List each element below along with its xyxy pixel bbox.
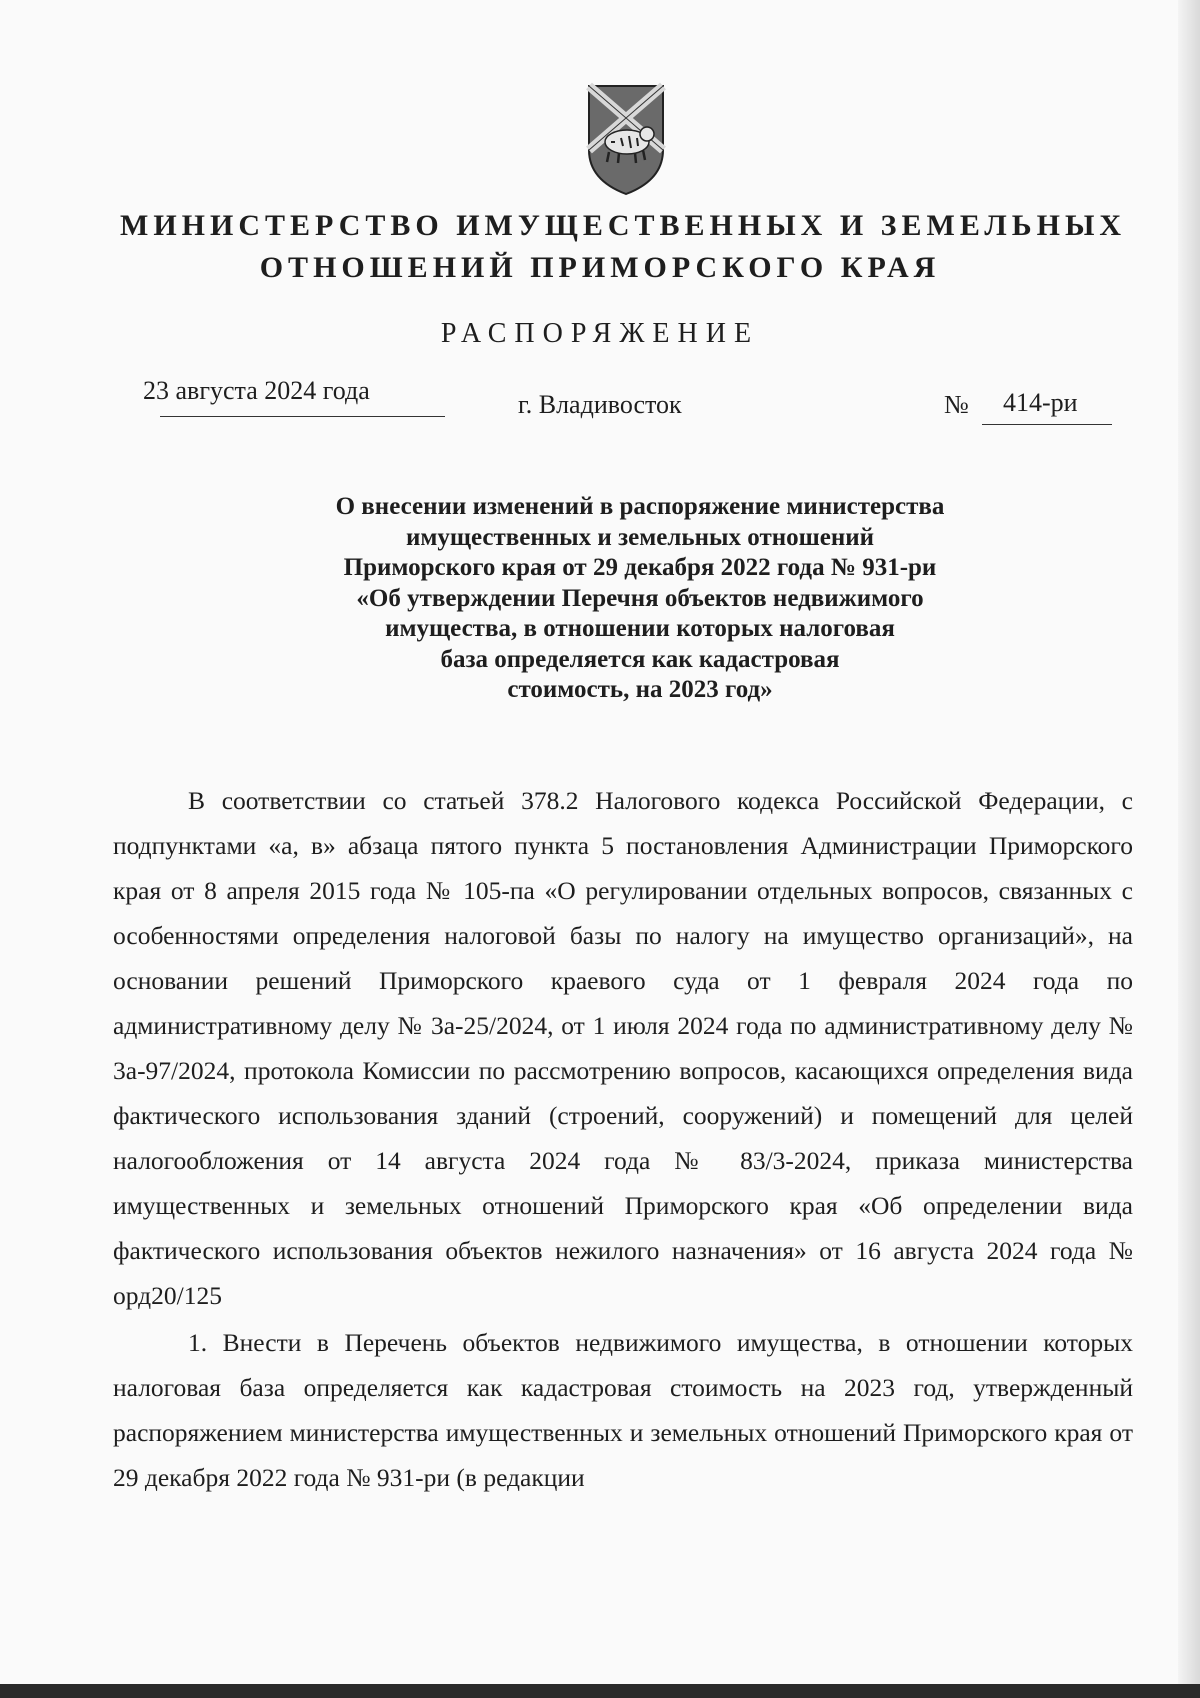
title-line: О внесении изменений в распоряжение министерства bbox=[335, 493, 945, 520]
document-date: 23 августа 2024 года bbox=[143, 376, 370, 405]
title-line: база определяется как кадастровая bbox=[440, 645, 840, 673]
number-label: № bbox=[944, 390, 969, 419]
document-number: 414-ри bbox=[1003, 388, 1078, 417]
document-type: РАСПОРЯЖЕНИЕ bbox=[440, 318, 760, 349]
title-line: стоимость, на 2023 год» bbox=[507, 676, 773, 703]
coat-of-arms-icon bbox=[581, 80, 671, 200]
document-city: г. Владивосток bbox=[518, 390, 682, 419]
number-underline bbox=[982, 424, 1112, 425]
document-body bbox=[113, 778, 1133, 1502]
title-line: имущественных и земельных отношений bbox=[405, 523, 875, 551]
document-title bbox=[200, 492, 1080, 706]
ministry-line-1: МИНИСТЕРСТВО ИМУЩЕСТВЕННЫХ И ЗЕМЕЛЬНЫХ bbox=[120, 209, 1127, 242]
title-line: Приморского края от 29 декабря 2022 года № 931-ри bbox=[343, 554, 937, 581]
ministry-name bbox=[120, 205, 1127, 289]
title-line: имущества, в отношении которых налоговая bbox=[385, 615, 895, 642]
body-paragraph: 1. Внести в Перечень объектов недвижимого имущества, в отношении которых налоговая база определяется как кадастровая стоимость на 2023 год, утвержденный распоряжением министерства имущественных и земельных отношений Приморского края от 29 декабря 2022 года № 931-ри (в редакции bbox=[113, 1328, 1133, 1492]
scan-bottom-border bbox=[0, 1684, 1200, 1698]
body-paragraph: В соответствии со статьей 378.2 Налогового кодекса Российской Федерации, с подпунктами «а, в» абзаца пятого пункта 5 постановления Администрации Приморского края от 8 апреля 2015 года № 105-па «О регулировании отдельных вопросов, связанных с особенностями определения налоговой базы по налогу на имущество организаций», на основании решений Приморского краевого суда от 1 февраля 2024 года по административному делу № 3а-25/2024, от 1 июля 2024 года по административному делу № 3а-97/2024, протокола Комиссии по рассмотрению вопросов, касающихся определения вида фактического использования зданий (строений, сооружений) и помещений для целей налогообложения от 14 августа 2024 года № 83/3-2024, приказа министерства имущественных и земельных отношений Приморского края «Об определении вида фактического использования объектов нежилого назначения» от 16 августа 2024 года № орд20/125 bbox=[113, 786, 1133, 1310]
date-underline bbox=[160, 416, 445, 417]
ministry-line-2: ОТНОШЕНИЙ ПРИМОРСКОГО КРАЯ bbox=[259, 251, 941, 284]
title-line: «Об утверждении Перечня объектов недвижимого bbox=[356, 584, 924, 612]
page-edge-shadow bbox=[1178, 0, 1200, 1698]
